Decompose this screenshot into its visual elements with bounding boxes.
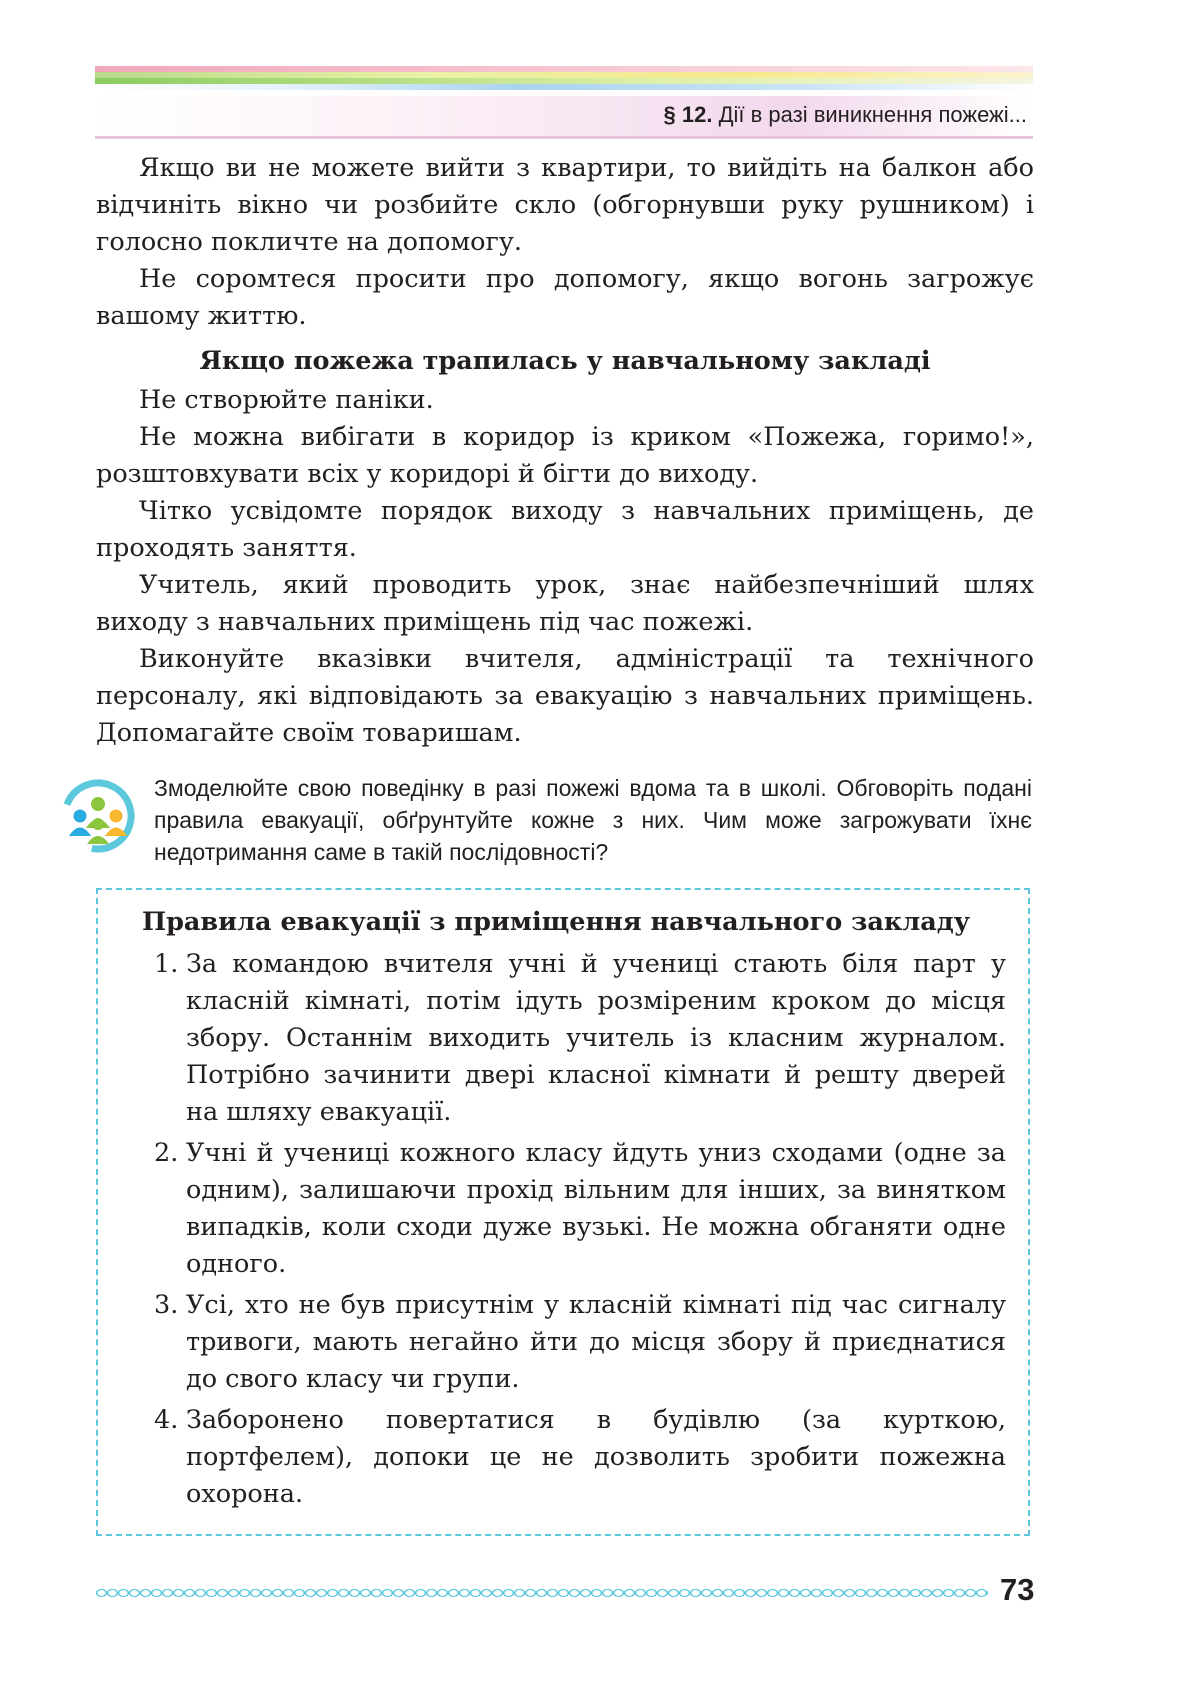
paragraph: Не створюйте паніки. [139,385,434,415]
decorative-header-stripes [95,66,1033,90]
list-item [144,1402,1006,1513]
list-item-text: За командою вчителя учні й учениці стають біля парт у класній кімнаті, потім ідуть розміреним кроком до місця збору. Останнім виходить учитель із класним журналом. Потрібно зачинити двері класної кімнати й решту дверей на шляху евакуації. [186,949,1006,1127]
page-number: 73 [1000,1572,1035,1607]
discussion-task: Змоделюйте свою поведінку в разі пожежі вдома та в школі. Обговоріть подані правила евакуації, обґрунтуйте кожне з них. Чим може загрожувати їхнє недотримання саме в такій послідовності? [154,775,1032,865]
section-title: Дії в разі виникнення пожежі... [718,102,1027,127]
list-item [144,946,1006,1131]
stripe-blue [95,84,1033,90]
group-discussion-icon [58,776,138,856]
paragraph: Не можна вибігати в коридор із криком «Пожежа, горимо!», розштовхувати всіх у коридорі й бігти до виходу. [96,422,1034,489]
list-item [144,1287,1006,1398]
paragraph: Не соромтеся просити про допомогу, якщо вогонь загрожує вашому життю. [96,264,1034,331]
list-item-text: Усі, хто не був присутнім у класній кімнаті під час сигналу тривоги, мають негайно йти до місця збору й приєднатися до свого класу чи групи. [186,1290,1006,1394]
section-mark: § 12. [663,102,713,127]
paragraph: Чітко усвідомте порядок виходу з навчальних приміщень, де проходять заняття. [96,496,1034,563]
evacuation-rules-box [96,888,1030,1536]
paragraph: Учитель, який проводить урок, знає найбезпечніший шлях виходу з навчальних приміщень під час пожежі. [96,570,1034,637]
running-head-text [664,102,1027,128]
list-item-number: 3. [154,1290,179,1320]
list-item-text: Учні й учениці кожного класу йдуть униз сходами (одне за одним), залишаючи прохід вільним для інших, за винятком випадків, коли сходи дуже вузькі. Не можна обганяти одне одного. [186,1138,1006,1279]
paragraph: Якщо ви не можете вийти з квартири, то вийдіть на балкон або відчиніть вікно чи розбийте скло (обгорнувши руку рушником) і голосно покличте на допомогу. [96,153,1034,257]
list-item-number: 4. [154,1405,179,1435]
main-body [96,150,1034,752]
list-item-text: Заборонено повертатися в будівлю (за курткою, портфелем), допоки це не дозволить зробити пожежна охорона. [186,1405,1006,1509]
running-head [95,96,1033,139]
footer-ornament [96,1584,988,1602]
paragraph: Виконуйте вказівки вчителя, адміністрації та технічного персоналу, які відповідають за евакуацію з навчальних приміщень. Допомагайте своїм товаришам. [96,644,1034,748]
rules-title: Правила евакуації з приміщення навчального закладу [142,907,971,937]
list-item-number: 1. [154,949,179,979]
list-item [144,1135,1006,1283]
list-item-number: 2. [154,1138,179,1168]
rules-list [144,946,1006,1517]
subsection-heading: Якщо пожежа трапилась у навчальному закладі [199,346,931,376]
